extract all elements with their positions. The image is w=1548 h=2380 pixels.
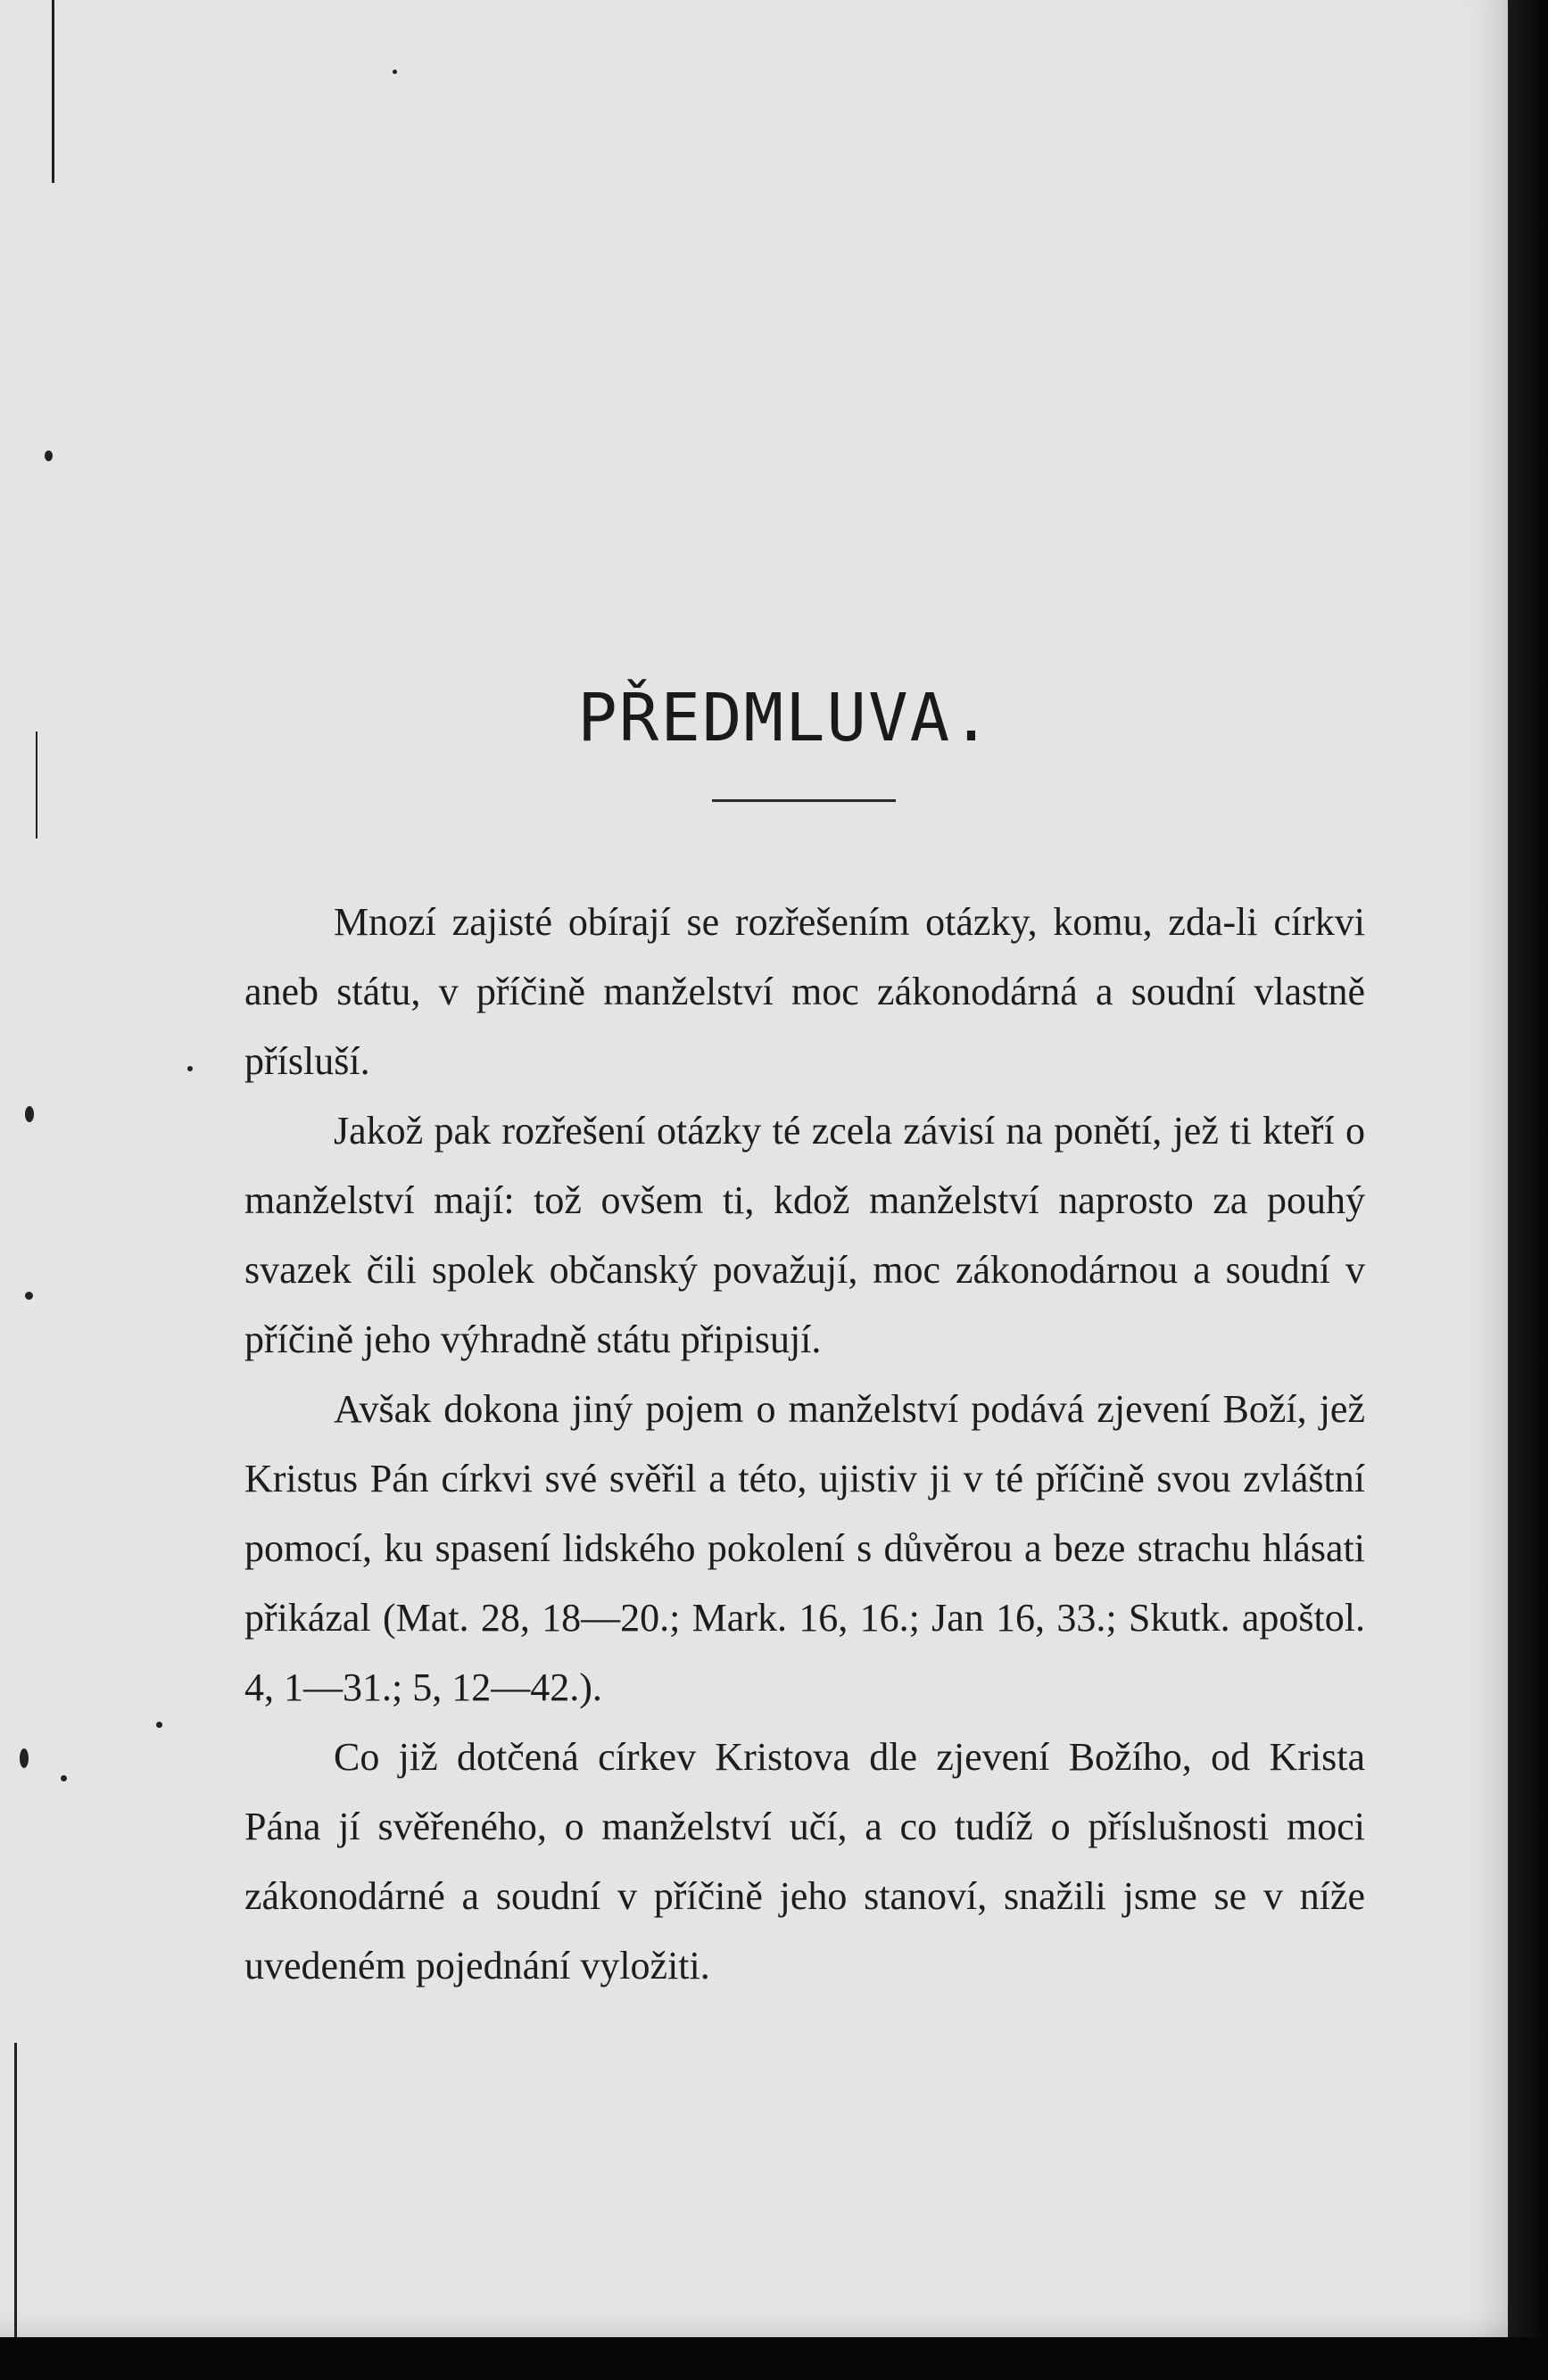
bottom-page-edge [0,2337,1548,2380]
paragraph: Co již dotčená církev Kristova dle zjevení Božího, od Krista Pána jí svěřeného, o manželství učí, a co tudíž o příslušnosti moci zákonodárné a soudní v příčině jeho stanoví, snažili jsme se v níže uvedeném pojednání vyložiti. [244,1735,1365,1987]
margin-speck [25,1292,33,1300]
paragraph: Avšak dokona jiný pojem o manželství podává zjevení Boží, jež Kristus Pán církvi své svěřil a této, ujistiv ji v té příčině svou zvláštní pomocí, ku spasení lidského pokolení s důvěrou a beze strachu hlásati přikázal (Mat. 28, 18—20.; Mark. 16, 16.; Jan 16, 33.; Skutk. apoštol. 4, 1—31.; 5, 12—42.). [244,1387,1365,1709]
page-title: PŘEDMLUVA. [577,680,993,756]
margin-speck [45,450,53,461]
body-text [244,888,1365,2001]
margin-speck [393,70,397,74]
paragraph: Jakož pak rozřešení otázky té zcela závisí na ponětí, jež ti kteří o manželství mají: tož ovšem ti, kdož manželství naprosto za pouhý svazek čili spolek občanský považují, moc zákonodárnou a soudní v příčině jeho výhradně státu připisují. [244,1109,1365,1361]
paragraph: Mnozí zajisté obírají se rozřešením otázky, komu, zda-li církvi aneb státu, v příčině manželství moc zákonodárná a soudní vlastně přísluší. [244,900,1365,1083]
margin-speck [187,1066,193,1071]
left-margin-rule-top [52,0,54,183]
left-margin-rule-bottom [14,2043,17,2337]
margin-speck [156,1722,162,1728]
margin-speck [20,1748,29,1768]
margin-speck [61,1775,67,1781]
title-divider [712,799,896,802]
right-page-edge [1508,0,1548,2380]
margin-speck [25,1106,34,1122]
